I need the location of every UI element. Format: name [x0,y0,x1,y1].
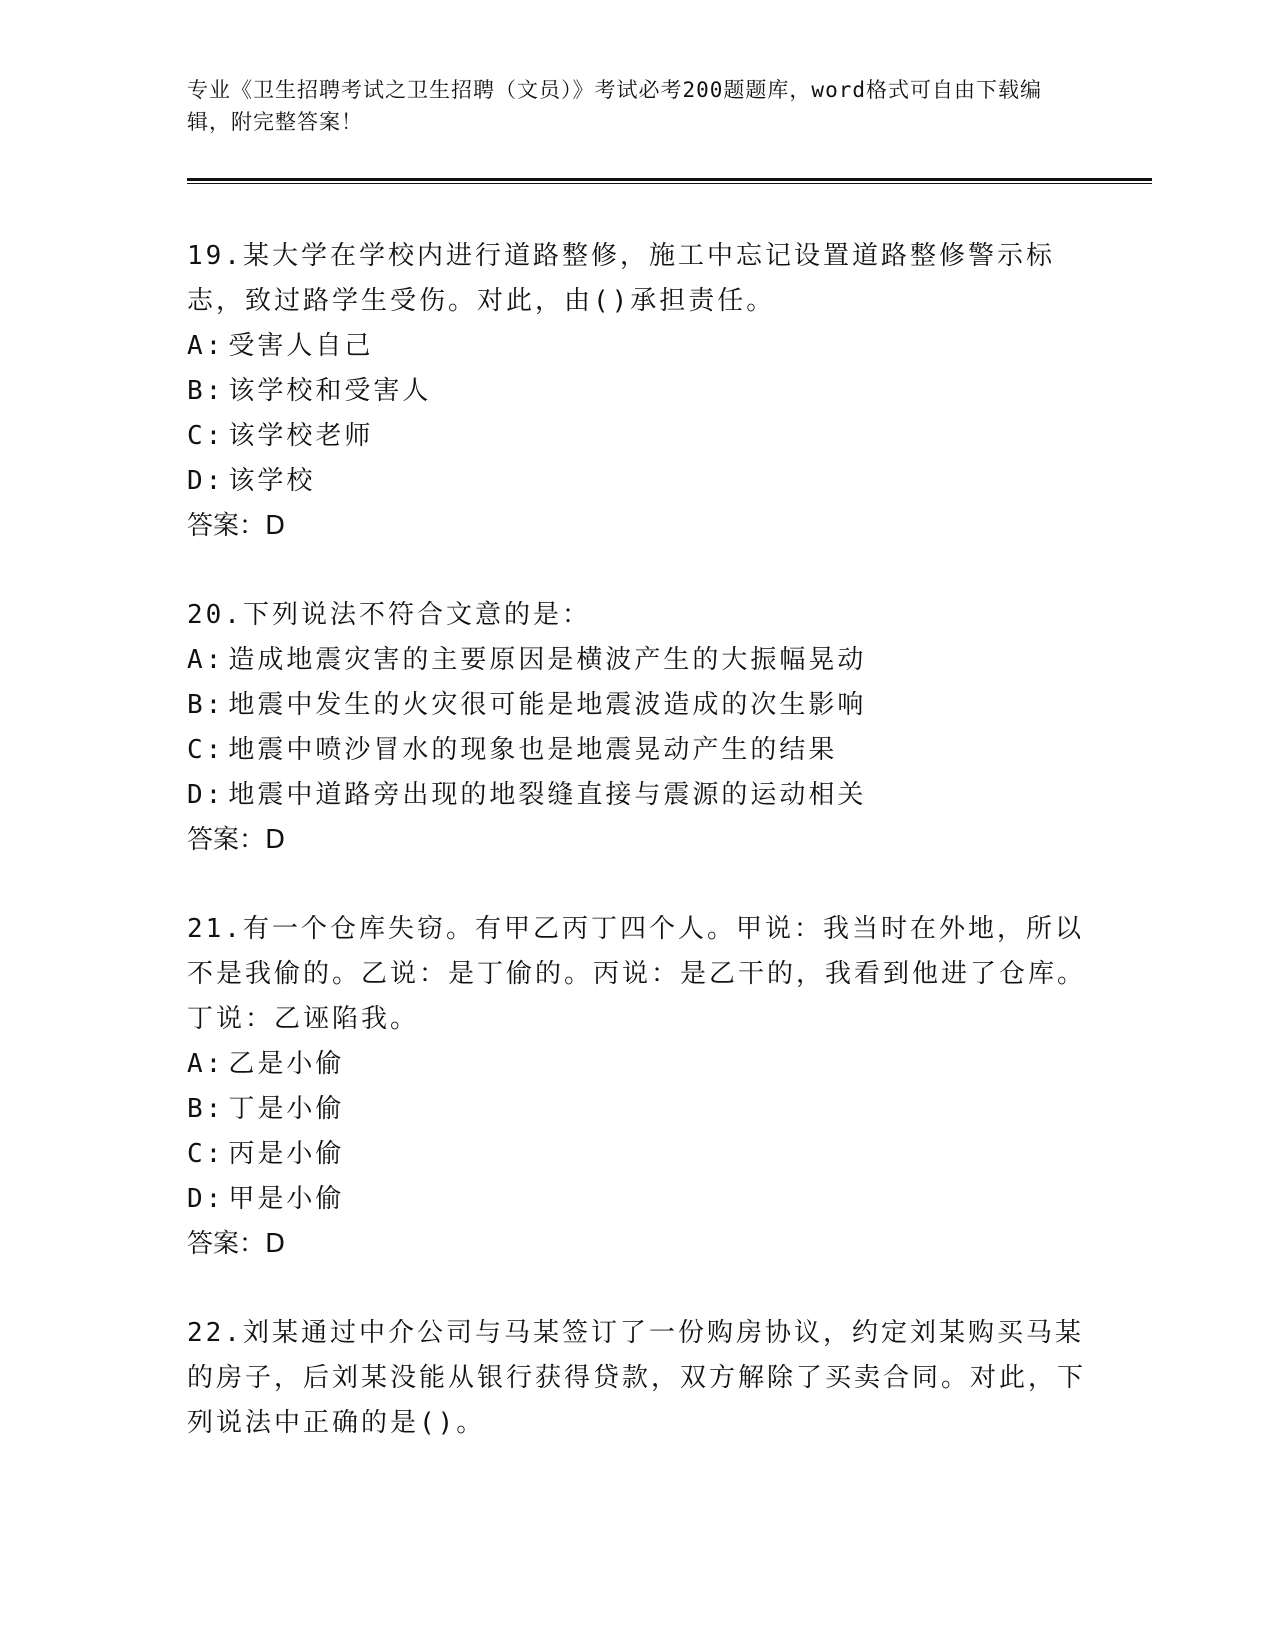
option-d [187,1177,1087,1222]
option-label: B: [187,1094,225,1124]
question-22 [187,1311,1087,1446]
answer-line: 答案：D [187,511,286,541]
option-text: 乙是小偷 [228,1049,345,1079]
question-text: 19.某大学在学校内进行道路整修，施工中忘记设置道路整修警示标志，致过路学生受伤。对此，由()承担责任。 [187,241,1055,316]
option-text: 地震中喷沙冒水的现象也是地震晃动产生的结果 [228,735,838,765]
answer-line: 答案：D [187,825,286,855]
header-divider-thin [187,183,1152,184]
question-text: 21.有一个仓库失窃。有甲乙丙丁四个人。甲说：我当时在外地，所以不是我偷的。乙说：是丁偷的。丙说：是乙干的，我看到他进了仓库。丁说：乙诬陷我。 [187,914,1087,1034]
option-c [187,728,1087,773]
option-label: A: [187,645,225,675]
option-a [187,324,1087,369]
option-label: B: [187,690,225,720]
question-20 [187,593,1087,863]
option-b [187,683,1087,728]
option-text: 甲是小偷 [228,1184,345,1214]
option-text: 造成地震灾害的主要原因是横波产生的大振幅晃动 [228,645,867,675]
document-header: 专业《卫生招聘考试之卫生招聘（文员）》考试必考200题题库，word格式可自由下载编辑，附完整答案！ [187,78,1042,134]
option-text: 地震中道路旁出现的地裂缝直接与震源的运动相关 [228,780,867,810]
option-b [187,1087,1087,1132]
option-text: 该学校和受害人 [228,376,432,406]
option-text: 该学校老师 [228,421,374,451]
option-label: D: [187,780,225,810]
option-c [187,414,1087,459]
option-label: A: [187,1049,225,1079]
header-divider-thick [187,178,1152,181]
option-label: D: [187,1184,225,1214]
option-text: 丙是小偷 [228,1139,345,1169]
option-label: A: [187,331,225,361]
option-label: C: [187,735,225,765]
option-d [187,773,1087,818]
option-a [187,1042,1087,1087]
option-d [187,459,1087,504]
option-b [187,369,1087,414]
question-19 [187,234,1087,549]
question-text: 22.刘某通过中介公司与马某签订了一份购房协议，约定刘某购买马某的房子，后刘某没能从银行获得贷款，双方解除了买卖合同。对此，下列说法中正确的是()。 [187,1318,1087,1438]
option-c [187,1132,1087,1177]
option-a [187,638,1087,683]
answer-line: 答案：D [187,1229,286,1259]
option-text: 该学校 [228,466,316,496]
option-label: D: [187,466,225,496]
option-label: C: [187,421,225,451]
question-21 [187,907,1087,1267]
option-label: C: [187,1139,225,1169]
option-text: 受害人自己 [228,331,374,361]
question-text: 20.下列说法不符合文意的是： [187,600,591,630]
option-label: B: [187,376,225,406]
question-list [187,234,1087,1490]
option-text: 丁是小偷 [228,1094,345,1124]
option-text: 地震中发生的火灾很可能是地震波造成的次生影响 [228,690,867,720]
